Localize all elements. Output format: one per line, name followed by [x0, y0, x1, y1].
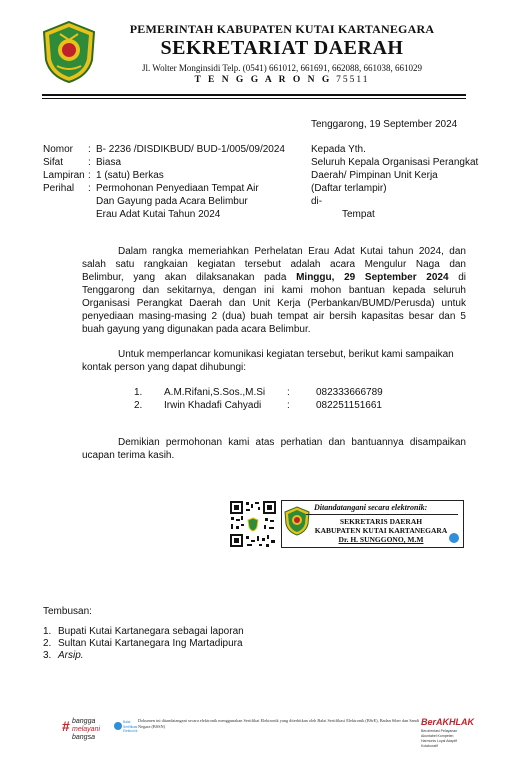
tembusan-number: 2. — [43, 638, 52, 649]
meta-sep: : — [88, 170, 91, 181]
body-paragraph-line: Demikian permohonan kami atas perhatian dan bantuannya disampaikan — [118, 437, 466, 448]
contact-name: A.M.Rifani,S.Sos.,M.Si — [164, 387, 266, 398]
meta-perihal-cont: Erau Adat Kutai Tahun 2024 — [96, 209, 221, 220]
body-paragraph-line: ucapan terima kasih. — [82, 450, 175, 461]
signer-name: Dr. H. SUNGGONO, M.M — [338, 535, 424, 544]
body-paragraph-line: salah satu rangkaian kegiatan tersebut adalah acara Mengulur Naga dan — [82, 259, 466, 270]
tembusan-item: Bupati Kutai Kartanegara sebagai laporan — [58, 626, 244, 637]
header-rule-thick — [42, 94, 466, 96]
meta-value-nomor: B- 2236 /DISDIKBUD/ BUD-1/005/09/2024 — [96, 144, 285, 155]
berakhlak-tagline: Berorientasi Pelayanan Akuntabel Kompeten Harmonis Loyal Adaptif Kolaboratif — [421, 729, 458, 748]
body-paragraph-line: penyediaan masing-masing 2 (dua) buah tempat air bersih kapasitas besar dan 5 — [82, 311, 466, 322]
contact-sep: : — [287, 400, 290, 411]
signer-role: SEKRETARIS DAERAH — [339, 517, 423, 526]
government-name: PEMERINTAH KABUPATEN KUTAI KARTANEGARA — [129, 22, 435, 36]
recipient-line: Seluruh Kepala Organisasi Perangkat — [311, 157, 479, 168]
electronic-signature-footnote: Dokumen ini ditandatangani secara elektronik menggunakan Sertifikat Elektronik yang diterbitkan oleh Balai Sertifikasi Elektronik (BSrE), Badan Siber dan Sandi Negara (BSSN) — [138, 718, 420, 729]
meta-label-lampiran: Lampiran — [43, 170, 85, 181]
city-name: T E N G G A R O N G — [194, 75, 332, 85]
header-rule-thin — [42, 98, 466, 99]
signature-divider — [306, 514, 458, 515]
qr-code — [229, 500, 277, 548]
signer-org: KABUPATEN KUTAI KARTANEGARA — [314, 526, 448, 535]
tembusan-number: 1. — [43, 626, 52, 637]
contact-number: 1. — [134, 387, 143, 398]
body-paragraph-line: kontak person yang dapat dihubungi: — [82, 362, 247, 373]
contact-sep: : — [287, 387, 290, 398]
contact-name: Irwin Khadafi Cahyadi — [164, 400, 262, 411]
meta-label-sifat: Sifat — [43, 157, 64, 168]
tembusan-item: Sultan Kutai Kartanegara Ing Martadipura — [58, 638, 243, 649]
meta-sep: : — [88, 183, 91, 194]
recipient-place: Tempat — [342, 209, 375, 220]
signature-title: Ditandatangani secara elektronik: — [314, 503, 428, 512]
meta-label-nomor: Nomor — [43, 144, 74, 155]
tembusan-title: Tembusan: — [43, 606, 92, 617]
tembusan-item: Arsip. — [58, 650, 84, 661]
meta-sep: : — [88, 144, 91, 155]
recipient-line: di- — [311, 196, 323, 207]
meta-value-perihal: Permohonan Penyediaan Tempat Air — [96, 183, 259, 194]
meta-value-sifat: Biasa — [96, 157, 122, 168]
office-name: SEKRETARIAT DAERAH — [160, 37, 404, 59]
letter-date: Tenggarong, 19 September 2024 — [311, 119, 458, 130]
body-paragraph-line: buah gayung yang digunakan pada acara Belimbur. — [82, 324, 311, 335]
meta-value-lampiran: 1 (satu) Berkas — [96, 170, 164, 181]
recipient-line: Daerah/ Pimpinan Unit Kerja — [311, 170, 438, 181]
bangga-melayani-bangsa-logo: # bangga melayani bangsa — [62, 718, 101, 741]
contact-number: 2. — [134, 400, 143, 411]
bsre-badge-icon — [449, 533, 459, 543]
recipient-line: Kepada Yth. — [311, 144, 366, 155]
contact-phone: 082333666789 — [316, 387, 383, 398]
tembusan-number: 3. — [43, 650, 52, 661]
body-paragraph-line: Untuk memperlancar komunikasi kegiatan tersebut, berikut kami sampaikan — [118, 349, 454, 360]
berakhlak-logo: BerAKHLAK — [421, 717, 475, 727]
office-city — [106, 75, 458, 85]
body-paragraph-line: Belimbur, yang akan dilaksanakan pada Minggu, 29 September 2024 di — [82, 272, 466, 283]
contact-phone: 082251151661 — [316, 400, 382, 411]
body-paragraph-line: Organisasi Perangkat Daerah dan Unit Kerja (Perbankan/BUMD/Perusda) untuk — [82, 298, 466, 309]
office-address: Jl. Wolter Monginsidi Telp. (0541) 661012, 661691, 662088, 661038, 661029 — [141, 63, 423, 73]
kutai-kartanegara-seal-logo — [40, 20, 98, 84]
event-date: Minggu, 29 September 2024 — [296, 272, 449, 283]
recipient-line: (Daftar terlampir) — [311, 183, 387, 194]
bsre-logo: Balai Sertifikasi Elektronik — [114, 718, 136, 748]
meta-label-perihal: Perihal — [43, 183, 75, 194]
postal-code: 75511 — [336, 75, 370, 85]
body-paragraph-line: Tenggarong dan sekitarnya, dengan ini kami mohon bantuan kepada seluruh — [82, 285, 466, 296]
meta-sep: : — [88, 157, 91, 168]
body-paragraph-line: Dalam rangka memeriahkan Perhelatan Erau Adat Kutai tahun 2024, dan — [118, 246, 466, 257]
meta-perihal-cont: Dan Gayung pada Acara Belimbur — [96, 196, 248, 207]
